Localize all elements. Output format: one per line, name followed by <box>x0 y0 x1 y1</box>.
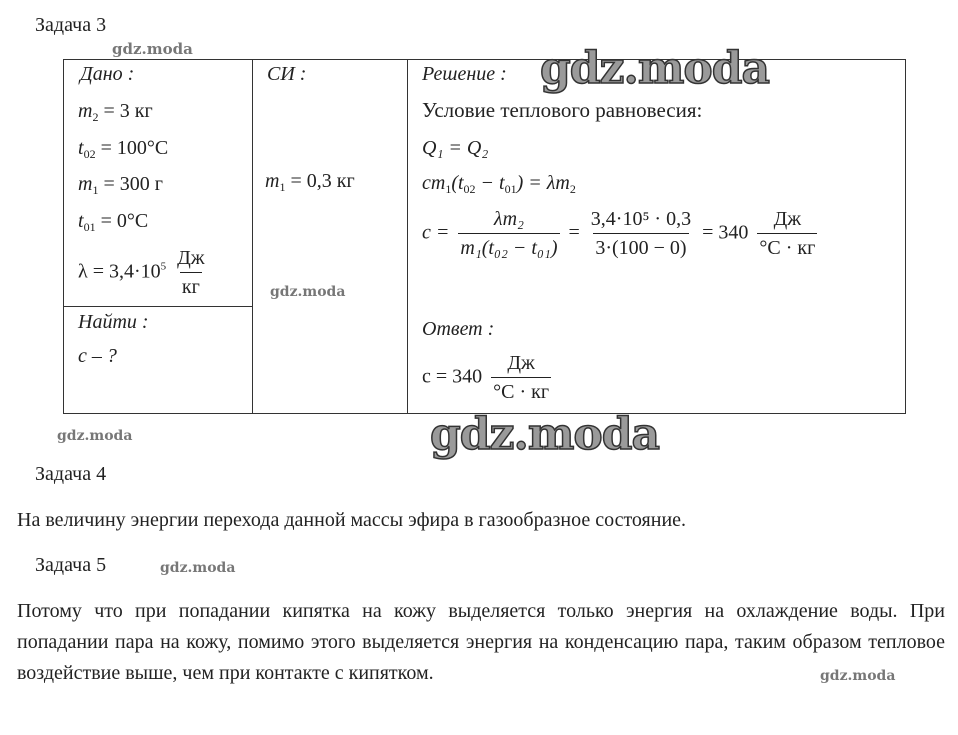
solution-eq1: Q₁ = Q₂ <box>422 137 489 159</box>
task3-title: Задача 3 <box>35 14 107 36</box>
column-divider <box>252 60 253 413</box>
si-m1: $m_1 = 0,3$ кг <box>265 170 355 194</box>
solution-eq3: c = $\frac{\text{λm₂}}{\text{m₁(t₀₂ − t₀₁)}}$ = $\frac{\text{3,4·10⁵ · 0,3}}{3\cdot(100 - 0)}$ = 340 $\frac{Дж}{^\circ C \cdot кг}$ <box>422 208 816 259</box>
given-m1: $m_1 = 300$ г <box>78 173 163 197</box>
task4-text: На величину энергии перехода данной массы эфира в газообразное состояние. <box>17 509 687 531</box>
find-value: c – ? <box>78 345 117 367</box>
watermark: gdz.moda <box>112 40 193 58</box>
given-m2: $m_2 = 3$ кг <box>78 100 153 124</box>
watermark: gdz.moda <box>160 560 236 576</box>
solution-condition: Условие теплового равновесия: <box>422 98 703 122</box>
given-header: Дано : <box>80 63 135 85</box>
column-divider <box>407 60 408 413</box>
solution-eq2: $cm_1(t_{02} - t_{01}) = \lambda m_2$ <box>422 172 576 196</box>
answer-value: c = 340 $\frac{Дж}{^\circ C \cdot кг}$ <box>422 352 550 403</box>
answer-header: Ответ : <box>422 318 495 340</box>
given-t02: $t_{02} = 100^\circ C$ <box>78 137 169 161</box>
task5-text: Потому что при попадании кипятка на кожу выделяется только энергия на охлаждение воды. При попадании пара на кожу, помимо этого выделяется энергия на конденсацию пара, таким образом тепловое воздействие выше, чем при контакте с кипятком. <box>17 600 945 684</box>
watermark: gdz.moda <box>820 668 896 684</box>
find-header: Найти : <box>78 311 149 333</box>
task5-title: Задача 5 <box>35 554 107 576</box>
solution-header: Решение : <box>422 63 507 85</box>
watermark: gdz.moda <box>540 43 770 94</box>
watermark: gdz.moda <box>270 284 346 300</box>
row-divider <box>64 306 252 307</box>
given-lambda: $\lambda = 3,4\cdot 10^5$ $\frac{Дж}{кг}$ <box>78 247 205 298</box>
given-t01: $t_{01} = 0^\circ C$ <box>78 210 149 234</box>
si-header: СИ : <box>267 63 307 85</box>
watermark: gdz.moda <box>430 409 660 460</box>
task4-title: Задача 4 <box>35 463 107 485</box>
watermark: gdz.moda <box>57 428 133 444</box>
